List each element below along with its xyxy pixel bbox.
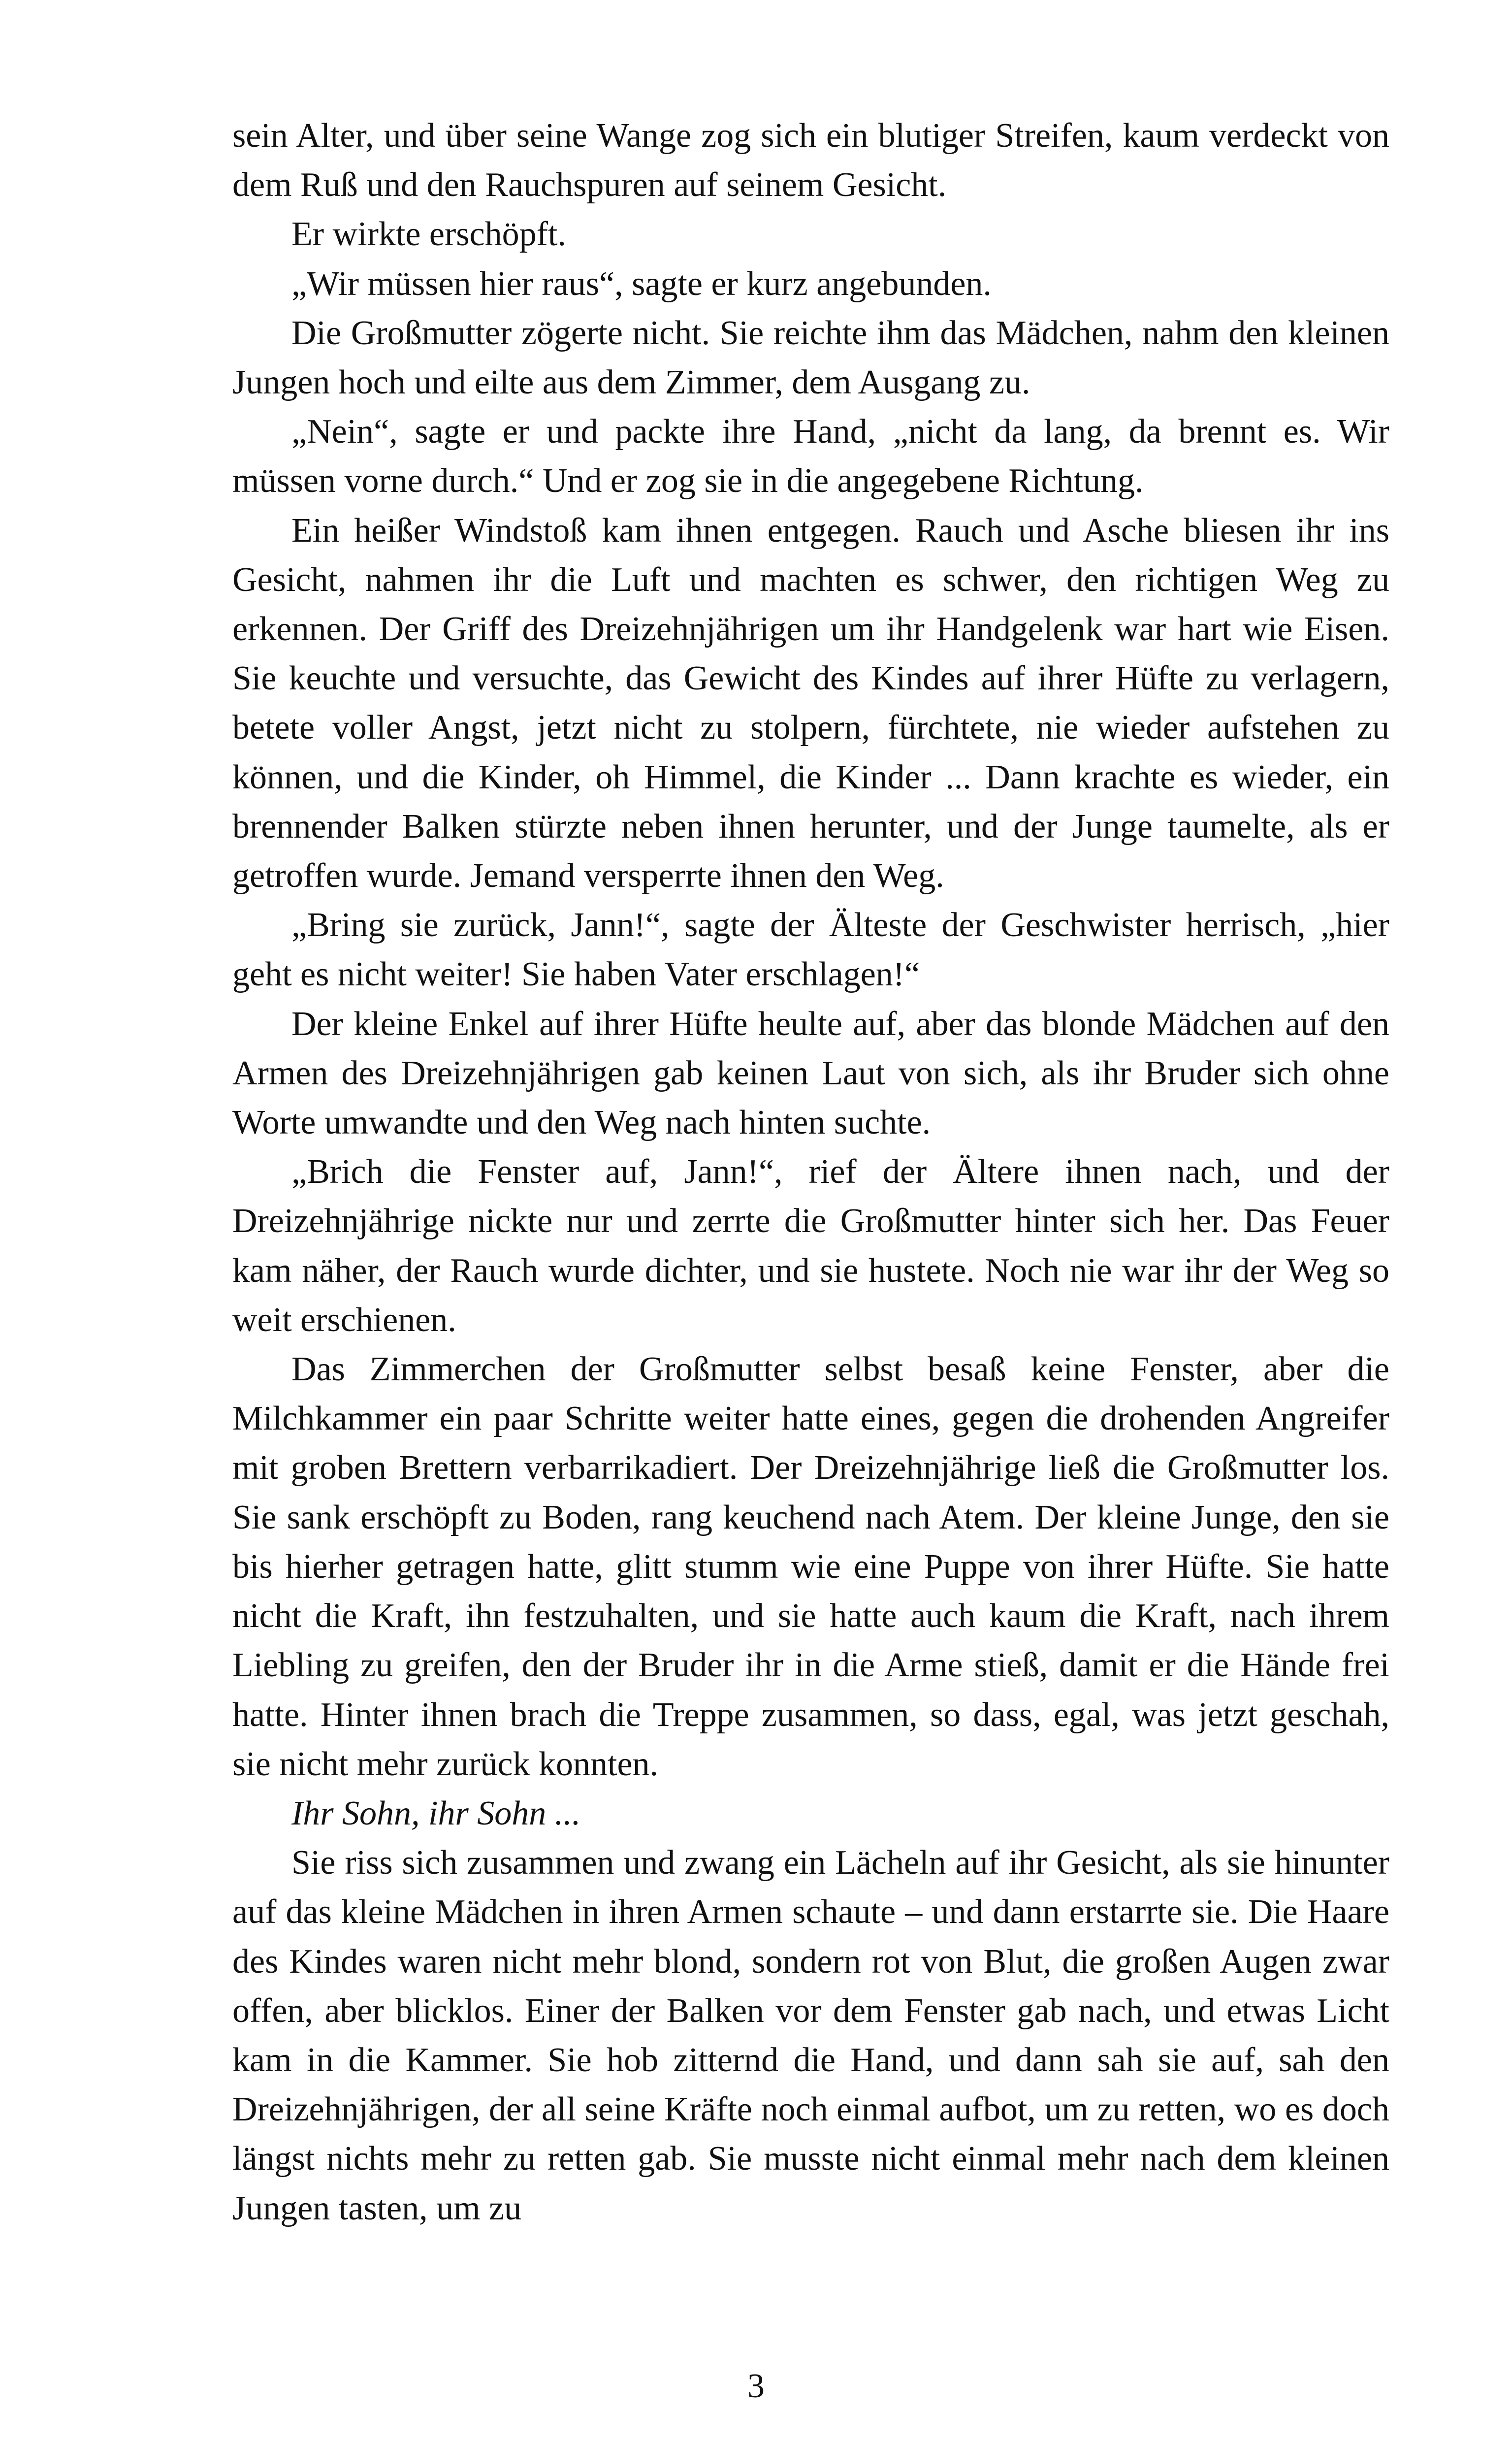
- paragraph: „Brich die Fenster auf, Jann!“, rief der Ältere ihnen nach, und der Dreizehnjährige nickte nur und zerrte die Großmutter hinter sich her. Das Feuer kam näher, der Rauch wurde dichter, und sie hustete. Noch nie war ihr der Weg so weit erschienen.: [232, 1153, 1389, 1339]
- paragraph: Die Großmutter zögerte nicht. Sie reichte ihm das Mädchen, nahm den kleinen Jungen hoch und eilte aus dem Zimmer, dem Ausgang zu.: [232, 314, 1389, 402]
- paragraph: Sie riss sich zusammen und zwang ein Lächeln auf ihr Gesicht, als sie hinunter auf das kleine Mädchen in ihren Armen schaute – und dann erstarrte sie. Die Haare des Kindes waren nicht mehr blond, sondern rot von Blut, die großen Augen zwar offen, aber blicklos. Einer der Balken vor dem Fenster gab nach, und etwas Licht kam in die Kammer. Sie hob zitternd die Hand, und dann sah sie auf, sah den Dreizehnjährigen, der all seine Kräfte noch einmal aufbot, um zu retten, wo es doch längst nichts mehr zu retten gab. Sie musste nicht einmal mehr nach dem kleinen Jungen tasten, um zu: [232, 1844, 1389, 2227]
- paragraph: „Nein“, sagte er und packte ihre Hand, „nicht da lang, da brennt es. Wir müssen vorne durch.“ Und er zog sie in die angegebene Richtung.: [232, 413, 1389, 500]
- paragraph: Er wirkte erschöpft.: [291, 215, 566, 254]
- paragraph: Ein heißer Windstoß kam ihnen entgegen. Rauch und Asche bliesen ihr ins Gesicht, nahmen ihr die Luft und machten es schwer, den richtigen Weg zu erkennen. Der Griff des Dreizehnjährigen um ihr Handgelenk war hart wie Eisen. Sie keuchte und versuchte, das Gewicht des Kindes auf ihrer Hüfte zu verlagern, betete voller Angst, jetzt nicht zu stolpern, fürchtete, nie wieder aufstehen zu können, und die Kinder, oh Himmel, die Kinder ... Dann krachte es wieder, ein brennender Balken stürzte neben ihnen herunter, und der Junge taumelte, als er getroffen wurde. Jemand versperrte ihnen den Weg.: [232, 511, 1389, 895]
- page-number: 3: [747, 2367, 765, 2405]
- paragraph: „Bring sie zurück, Jann!“, sagte der Älteste der Geschwister herrisch, „hier geht es nicht weiter! Sie haben Vater erschlagen!“: [232, 906, 1389, 994]
- paragraph: Der kleine Enkel auf ihrer Hüfte heulte auf, aber das blonde Mädchen auf den Armen des Dreizehnjährigen gab keinen Laut von sich, als ihr Bruder sich ohne Worte umwandte und den Weg nach hinten suchte.: [232, 1005, 1389, 1142]
- paragraph: „Wir müssen hier raus“, sagte er kurz angebunden.: [291, 264, 992, 303]
- paragraph: sein Alter, und über seine Wange zog sich ein blutiger Streifen, kaum verdeckt von dem Ruß und den Rauchspuren auf seinem Gesicht.: [232, 117, 1389, 204]
- italic-thought: Ihr Sohn, ihr Sohn ...: [291, 1794, 581, 1832]
- paragraph: Das Zimmerchen der Großmutter selbst besaß keine Fenster, aber die Milchkammer ein paar Schritte weiter hatte eines, gegen die drohenden Angreifer mit groben Brettern verbarrikadiert. Der Dreizehnjährige ließ die Großmutter los. Sie sank erschöpft zu Boden, rang keuchend nach Atem. Der kleine Junge, den sie bis hierher getragen hatte, glitt stumm wie eine Puppe von ihrer Hüfte. Sie hatte nicht die Kraft, ihn festzuhalten, und sie hatte auch kaum die Kraft, nach ihrem Liebling zu greifen, den der Bruder ihr in die Arme stieß, damit er die Hände frei hatte. Hinter ihnen brach die Treppe zusammen, so dass, egal, was jetzt geschah, sie nicht mehr zurück konnten.: [232, 1350, 1389, 1783]
- body-text: [232, 111, 1389, 2233]
